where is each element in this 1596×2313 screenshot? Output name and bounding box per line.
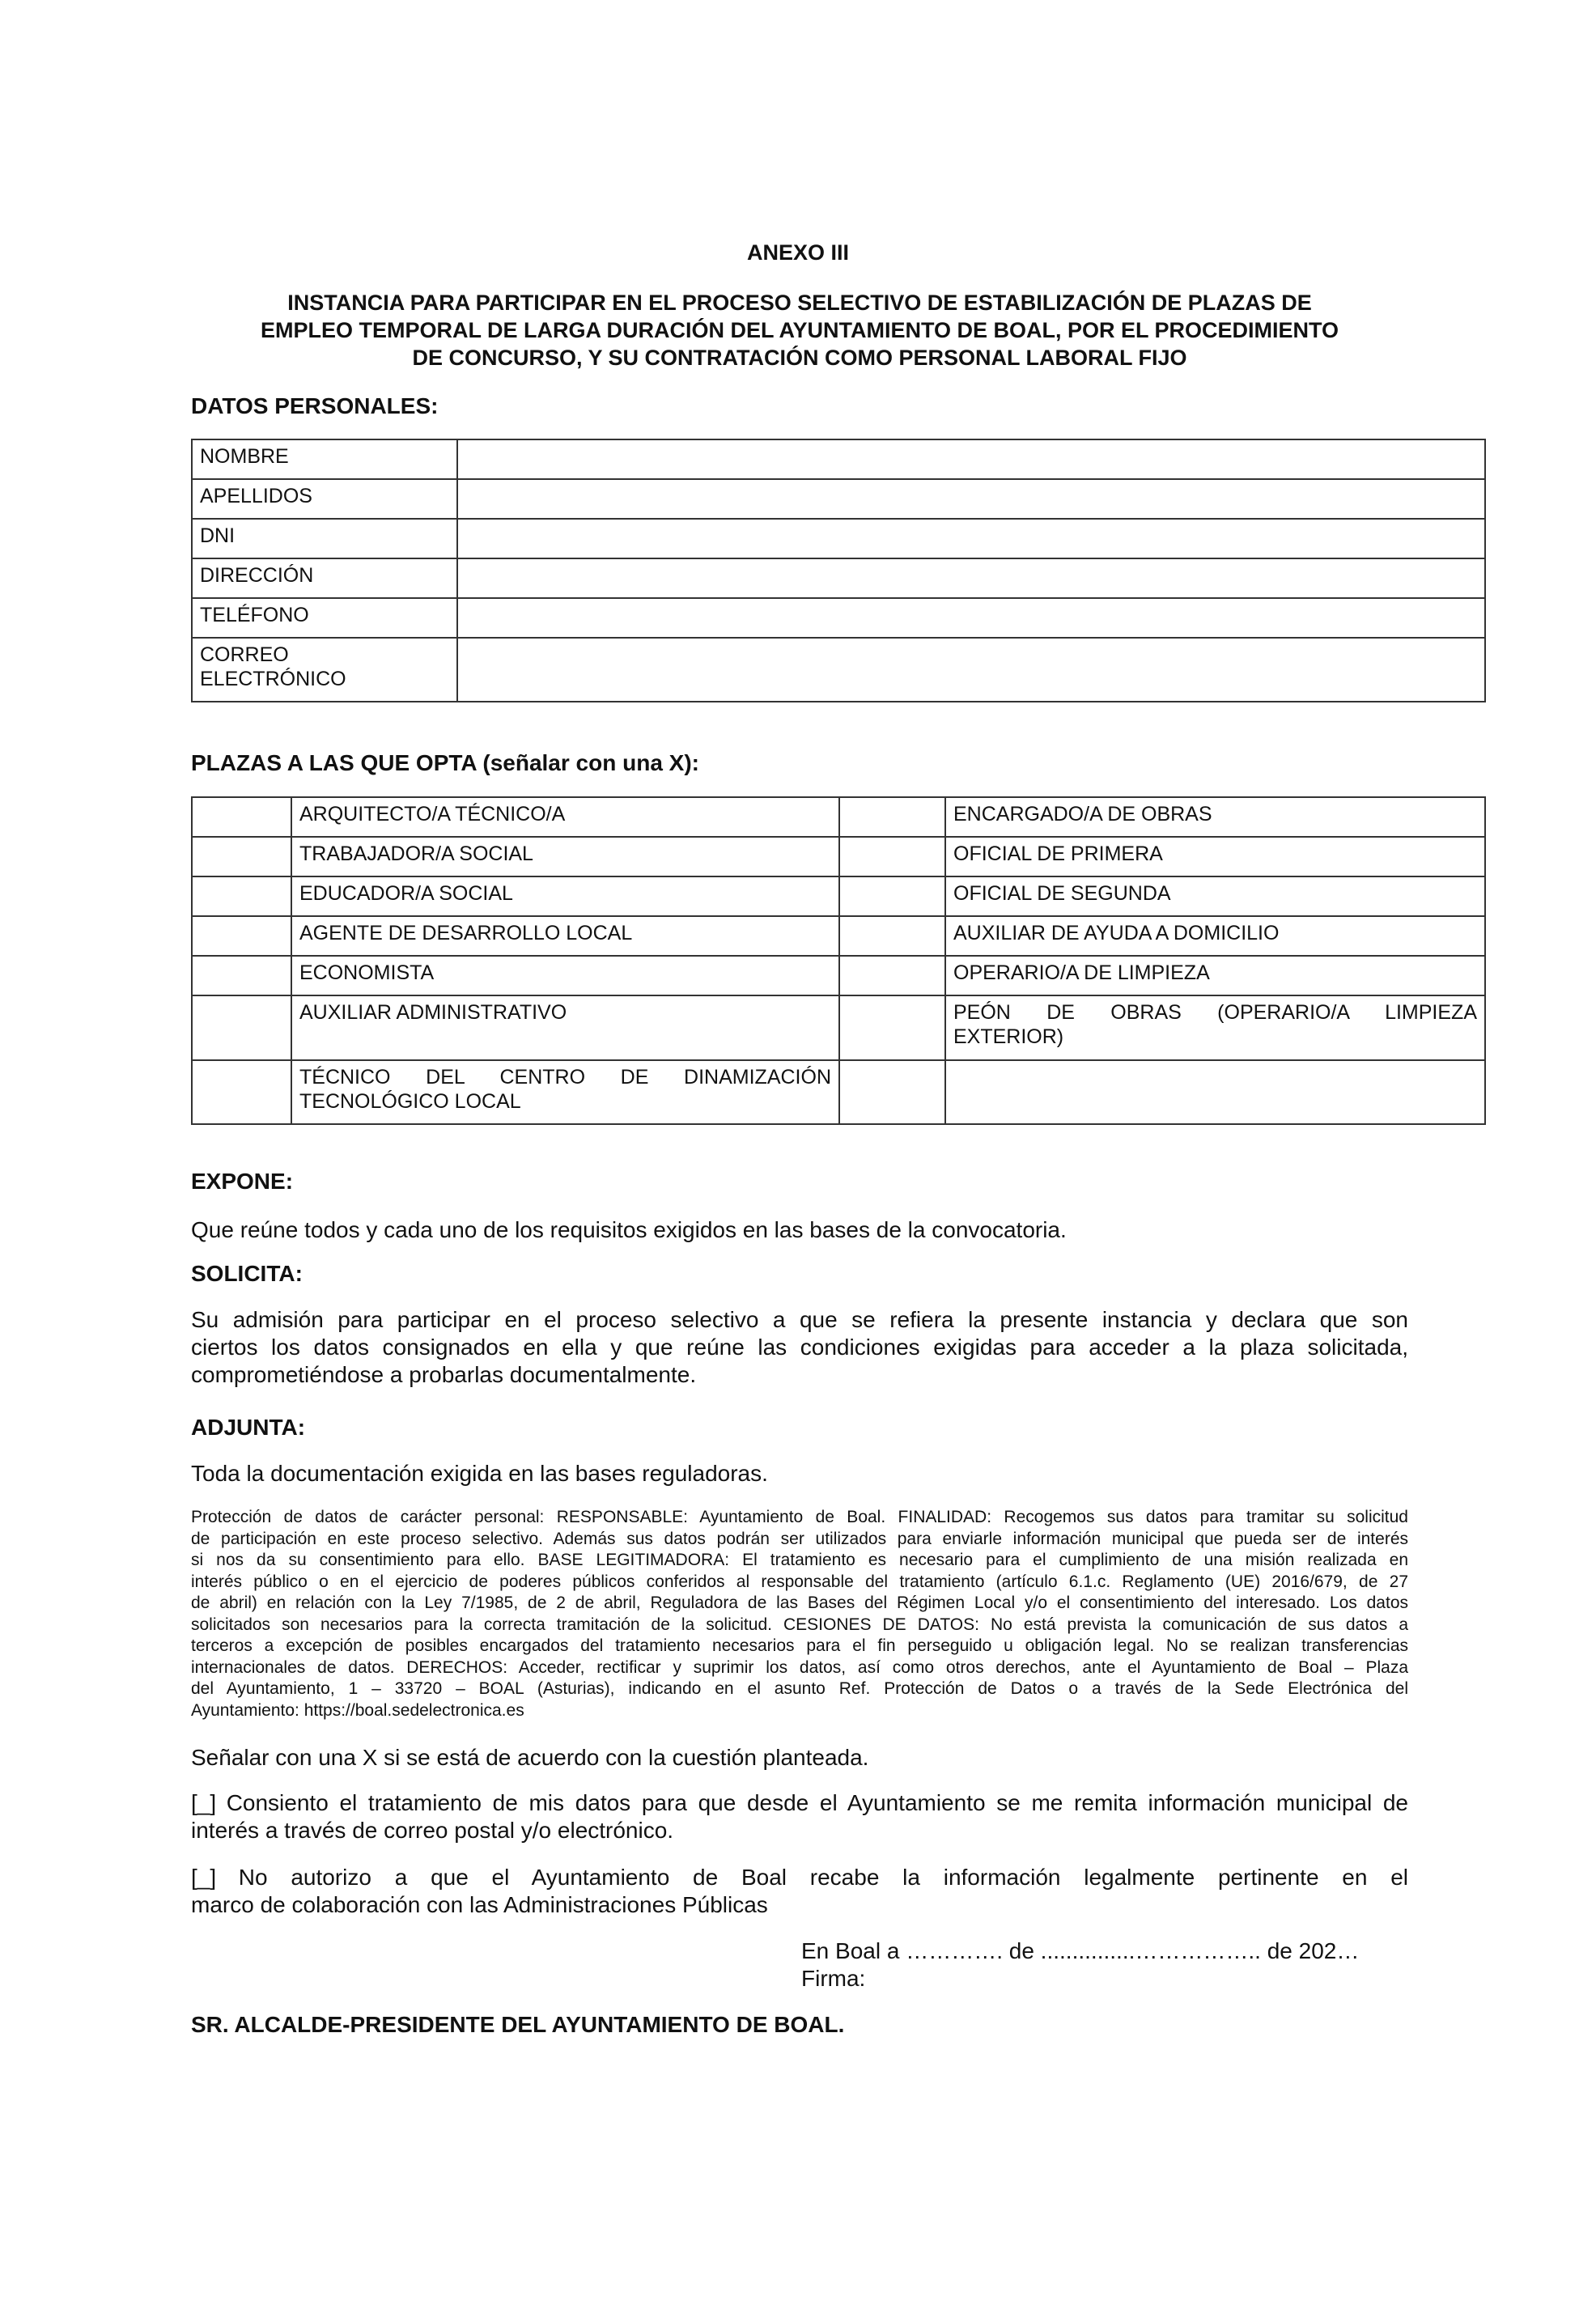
table-row — [192, 519, 1485, 558]
form-title — [193, 289, 1407, 371]
phone-field[interactable] — [457, 598, 1485, 638]
field-label-line: ELECTRÓNICO — [200, 668, 346, 690]
table-row — [192, 837, 1485, 876]
position-label-line: PEÓN DE OBRAS (OPERARIO/A LIMPIEZA — [953, 1001, 1477, 1024]
position-checkbox[interactable] — [839, 797, 945, 837]
table-row — [192, 479, 1485, 519]
privacy-notice — [191, 1507, 1408, 1721]
position-checkbox[interactable] — [839, 916, 945, 956]
surname-field[interactable] — [457, 479, 1485, 519]
addressee: SR. ALCALDE-PRESIDENTE DEL AYUNTAMIENTO DE BOAL. — [191, 2012, 845, 2037]
table-row — [192, 1060, 1485, 1124]
position-label-line: TÉCNICO DEL CENTRO DE DINAMIZACIÓN — [299, 1066, 831, 1089]
positions-table — [191, 796, 1486, 1125]
position-label — [291, 1060, 839, 1124]
field-label: NOMBRE — [192, 439, 457, 479]
personal-data-heading: DATOS PERSONALES: — [191, 393, 439, 418]
positions-heading: PLAZAS A LAS QUE OPTA (señalar con una X): — [191, 750, 699, 775]
privacy-line: si nos da su consentimiento para ello. BASE LEGITIMADORA: El tratamiento es necesario para el cumplimiento de una misión realizada en — [191, 1551, 1408, 1569]
personal-data-table — [191, 439, 1486, 702]
table-row — [192, 558, 1485, 598]
privacy-line: de abril) en relación con la Ley 7/1985, de 2 de abril, Reguladora de las Bases del Régimen Local y/o el consentimiento del interesado. Los datos — [191, 1594, 1408, 1612]
signature-block — [801, 1937, 1359, 1993]
table-row — [192, 956, 1485, 995]
text-line — [191, 1864, 1408, 1891]
text-line: interés a través de correo postal y/o electrónico. — [191, 1818, 674, 1843]
address-field[interactable] — [457, 558, 1485, 598]
expone-heading: EXPONE: — [191, 1169, 294, 1194]
dni-field[interactable] — [457, 519, 1485, 558]
text-line — [191, 1789, 1408, 1817]
table-row — [192, 439, 1485, 479]
consent-checkbox[interactable]: [_] — [191, 1790, 217, 1815]
position-label: ARQUITECTO/A TÉCNICO/A — [291, 797, 839, 837]
privacy-line: Protección de datos de carácter personal: RESPONSABLE: Ayuntamiento de Boal. FINALIDAD: Recogemos sus datos para tramitar su solicitud — [191, 1508, 1408, 1526]
table-row — [192, 916, 1485, 956]
privacy-line: terceros a excepción de posibles encargados del tratamiento necesarios para el fin perseguido u obligación legal. No se realizan transferencias — [191, 1636, 1408, 1655]
position-checkbox[interactable] — [839, 1060, 945, 1124]
position-checkbox[interactable] — [192, 916, 291, 956]
privacy-line: internacionales de datos. DERECHOS: Acceder, rectificar y suprimir los datos, así como otros derechos, ante el Ayuntamiento de Boal – Plaza — [191, 1657, 1408, 1677]
position-label — [945, 995, 1485, 1060]
adjunta-text: Toda la documentación exigida en las bases reguladoras. — [191, 1461, 768, 1486]
consent-text: Consiento el tratamiento de mis datos para que desde el Ayuntamiento se me remita información municipal de — [226, 1790, 1409, 1815]
signature-label: Firma: — [801, 1966, 866, 1991]
text-line: Su admisión para participar en el proceso selectivo a que se refiera la presente instancia y declara que son — [191, 1307, 1408, 1332]
field-label: DNI — [192, 519, 457, 558]
position-checkbox[interactable] — [192, 956, 291, 995]
form-title-line: DE CONCURSO, Y SU CONTRATACIÓN COMO PERSONAL LABORAL FIJO — [412, 346, 1187, 370]
position-label: TRABAJADOR/A SOCIAL — [291, 837, 839, 876]
privacy-line: del Ayuntamiento, 1 – 33720 – BOAL (Asturias), indicando en el asunto Ref. Protección de Datos o a través de la Sede Electrónica del — [191, 1679, 1408, 1698]
position-label: AUXILIAR ADMINISTRATIVO — [291, 995, 839, 1060]
position-checkbox[interactable] — [192, 876, 291, 916]
table-row — [192, 995, 1485, 1060]
consent-intro: Señalar con una X si se está de acuerdo con la cuestión planteada. — [191, 1745, 869, 1770]
solicita-text — [191, 1306, 1408, 1389]
form-title-line: EMPLEO TEMPORAL DE LARGA DURACIÓN DEL AYUNTAMIENTO DE BOAL, POR EL PROCEDIMIENTO — [260, 318, 1339, 342]
position-label-line: EXTERIOR) — [953, 1025, 1064, 1048]
table-row — [192, 598, 1485, 638]
position-label: OPERARIO/A DE LIMPIEZA — [945, 956, 1485, 995]
consent-item-2 — [191, 1864, 1408, 1919]
position-label: OFICIAL DE PRIMERA — [945, 837, 1485, 876]
position-checkbox[interactable] — [192, 995, 291, 1060]
field-label: DIRECCIÓN — [192, 558, 457, 598]
privacy-line: de participación en este proceso selectivo. Además sus datos podrán ser utilizados para enviarle información municipal que pueda ser de interés — [191, 1529, 1408, 1548]
position-checkbox[interactable] — [192, 837, 291, 876]
position-checkbox[interactable] — [192, 1060, 291, 1124]
position-label: ENCARGADO/A DE OBRAS — [945, 797, 1485, 837]
field-label-line: CORREO — [200, 643, 289, 666]
position-label: AUXILIAR DE AYUDA A DOMICILIO — [945, 916, 1485, 956]
adjunta-heading: ADJUNTA: — [191, 1415, 306, 1440]
text-line: ciertos los datos consignados en ella y que reúne las condiciones exigidas para acceder a la plaza solicitada, — [191, 1335, 1408, 1360]
position-label: OFICIAL DE SEGUNDA — [945, 876, 1485, 916]
text-line: marco de colaboración con las Administraciones Públicas — [191, 1892, 768, 1917]
consent-item-1 — [191, 1789, 1408, 1844]
field-label — [192, 638, 457, 702]
table-row — [192, 638, 1485, 702]
table-row — [192, 876, 1485, 916]
place-date-line[interactable]: En Boal a …………. de ...............…………….. de 202… — [801, 1938, 1360, 1963]
expone-text: Que reúne todos y cada uno de los requisitos exigidos en las bases de la convocatoria. — [191, 1217, 1067, 1242]
position-checkbox[interactable] — [839, 876, 945, 916]
position-checkbox[interactable] — [839, 956, 945, 995]
position-checkbox[interactable] — [839, 995, 945, 1060]
table-row — [192, 797, 1485, 837]
solicita-heading: SOLICITA: — [191, 1261, 303, 1286]
position-label: AGENTE DE DESARROLLO LOCAL — [291, 916, 839, 956]
authorization-checkbox[interactable]: [_] — [191, 1865, 217, 1890]
text-line: comprometiéndose a probarlas documentalmente. — [191, 1362, 697, 1387]
privacy-line: Ayuntamiento: https://boal.sedelectronica.es — [191, 1700, 524, 1720]
position-label: ECONOMISTA — [291, 956, 839, 995]
name-field[interactable] — [457, 439, 1485, 479]
position-checkbox[interactable] — [839, 837, 945, 876]
position-label-line: TECNOLÓGICO LOCAL — [299, 1090, 521, 1113]
position-label: EDUCADOR/A SOCIAL — [291, 876, 839, 916]
position-checkbox[interactable] — [192, 797, 291, 837]
position-label — [945, 1060, 1485, 1124]
privacy-line: interés público o en el ejercicio de poderes públicos conferidos al responsable del tratamiento (artículo 6.1.c. Reglamento (UE) 2016/679, de 27 — [191, 1572, 1408, 1591]
annex-title: ANEXO III — [746, 240, 850, 265]
consent-text: No autorizo a que el Ayuntamiento de Boal recabe la información legalmente pertinente en el — [238, 1865, 1409, 1890]
field-label: APELLIDOS — [192, 479, 457, 519]
form-title-line: INSTANCIA PARA PARTICIPAR EN EL PROCESO SELECTIVO DE ESTABILIZACIÓN DE PLAZAS DE — [287, 291, 1312, 315]
privacy-line: solicitados son necesarios para la correcta tramitación de la solicitud. CESIONES DE DATOS: No está prevista la comunicación de sus datos a — [191, 1615, 1408, 1634]
email-field[interactable] — [457, 638, 1485, 702]
field-label: TELÉFONO — [192, 598, 457, 638]
